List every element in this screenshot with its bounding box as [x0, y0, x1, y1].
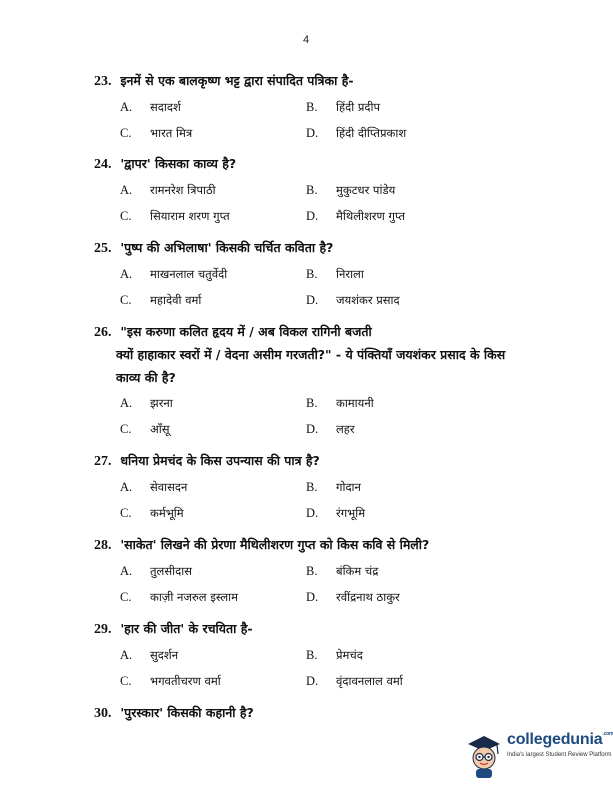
logo-tagline: India's largest Student Review Platform [507, 752, 612, 758]
question-text: 'पुष्प की अभिलाषा' किसकी चर्चित कविता है? [120, 240, 334, 255]
option-text: कर्मभूमि [150, 506, 184, 520]
question-text: 'साकेत' लिखने की प्रेरणा मैथिलीशरण गुप्त को किस कवि से मिली? [120, 537, 430, 552]
question-text-continued: काव्य की है? [116, 370, 176, 385]
option-letter: C. [120, 209, 132, 223]
option-letter: A. [120, 396, 133, 410]
option-d [306, 293, 400, 308]
option-text: वृंदावनलाल वर्मा [336, 674, 403, 688]
option-text: आँसू [150, 422, 170, 436]
question-line [94, 155, 236, 173]
option-letter: A. [120, 648, 133, 662]
option-text: मुकुटधर पांडेय [336, 183, 396, 197]
page-number: 4 [302, 34, 310, 46]
option-text: सेवासदन [150, 480, 188, 494]
option-c [120, 126, 192, 141]
option-letter: C. [120, 506, 132, 520]
option-d [306, 209, 405, 224]
question-text: धनिया प्रेमचंद के किस उपन्यास की पात्र है? [120, 453, 320, 468]
question-number: 27. [94, 454, 112, 469]
option-letter: D. [306, 422, 319, 436]
option-b [306, 100, 380, 115]
question-number: 28. [94, 538, 112, 553]
option-d [306, 422, 355, 437]
question-number: 23. [94, 74, 112, 89]
option-text: प्रेमचंद [336, 648, 363, 662]
option-letter: B. [306, 100, 318, 114]
option-letter: B. [306, 480, 318, 494]
option-text: कामायनी [336, 396, 374, 410]
option-text: रवींद्रनाथ ठाकुर [336, 590, 400, 604]
question-text: इनमें से एक बालकृष्ण भट्ट द्वारा संपादित पत्रिका है- [120, 73, 354, 88]
option-letter: D. [306, 209, 319, 223]
option-letter: B. [306, 396, 318, 410]
logo-name: collegedunia [507, 731, 603, 748]
option-a [120, 648, 178, 663]
option-c [120, 422, 170, 437]
question-text-continued: क्यों हाहाकार स्वरों में / वेदना असीम गरजती?" - ये पंक्तियाँ जयशंकर प्रसाद के किस [116, 347, 506, 362]
option-b [306, 267, 364, 282]
question-line [94, 620, 253, 638]
option-text: भगवतीचरण वर्मा [150, 674, 221, 688]
option-text: रामनरेश त्रिपाठी [150, 183, 216, 197]
option-letter: C. [120, 126, 132, 140]
logo-dot-com: .com [602, 731, 613, 737]
question-line [94, 72, 354, 90]
option-a [120, 100, 181, 115]
collegedunia-logo [462, 722, 613, 782]
option-letter: A. [120, 267, 133, 281]
question-line [94, 452, 320, 470]
question-text: 'पुरस्कार' किसकी कहानी है? [120, 705, 254, 720]
option-text: हिंदी दीप्तिप्रकाश [336, 126, 407, 140]
option-text: माखनलाल चतुर्वेदी [150, 267, 228, 281]
option-a [120, 564, 192, 579]
option-text: सुदर्शन [150, 648, 179, 662]
option-b [306, 564, 378, 579]
option-letter: B. [306, 183, 318, 197]
option-text: भारत मित्र [150, 126, 193, 140]
option-d [306, 506, 365, 521]
option-letter: B. [306, 267, 318, 281]
option-letter: D. [306, 590, 319, 604]
option-text: सदादर्श [150, 100, 181, 114]
mascot-icon [462, 724, 506, 780]
option-letter: B. [306, 648, 318, 662]
option-letter: A. [120, 183, 133, 197]
option-d [306, 590, 400, 605]
option-a [120, 183, 216, 198]
option-c [120, 674, 221, 689]
option-text: हिंदी प्रदीप [336, 100, 380, 114]
option-text: सियाराम शरण गुप्त [150, 209, 230, 223]
question-line [94, 239, 333, 257]
option-text: लहर [336, 422, 355, 436]
option-text: गोदान [336, 480, 361, 494]
option-c [120, 506, 184, 521]
option-text: काज़ी नजरुल इस्लाम [150, 590, 238, 604]
option-text: झरना [150, 396, 173, 410]
option-letter: D. [306, 674, 319, 688]
option-text: महादेवी वर्मा [150, 293, 202, 307]
option-letter: D. [306, 506, 319, 520]
option-letter: C. [120, 293, 132, 307]
option-text: जयशंकर प्रसाद [336, 293, 400, 307]
option-c [120, 209, 230, 224]
option-text: रंगभूमि [336, 506, 366, 520]
option-a [120, 480, 187, 495]
option-letter: B. [306, 564, 318, 578]
question-number: 30. [94, 706, 112, 721]
option-c [120, 293, 201, 308]
option-text: निराला [336, 267, 364, 281]
question-number: 29. [94, 622, 112, 637]
question-number: 25. [94, 241, 112, 256]
option-b [306, 648, 363, 663]
option-a [120, 396, 173, 411]
question-line [94, 704, 254, 722]
option-d [306, 126, 406, 141]
option-letter: C. [120, 590, 132, 604]
option-letter: A. [120, 564, 133, 578]
option-letter: C. [120, 674, 132, 688]
option-b [306, 396, 374, 411]
question-number: 24. [94, 157, 112, 172]
option-letter: D. [306, 126, 319, 140]
option-text: बंकिम चंद्र [336, 564, 379, 578]
option-text: मैथिलीशरण गुप्त [336, 209, 406, 223]
question-number: 26. [94, 325, 112, 340]
logo-wordmark [507, 731, 613, 749]
option-c [120, 590, 238, 605]
option-letter: A. [120, 480, 133, 494]
option-letter: D. [306, 293, 319, 307]
option-b [306, 480, 361, 495]
option-a [120, 267, 227, 282]
option-letter: A. [120, 100, 133, 114]
option-b [306, 183, 395, 198]
option-text: तुलसीदास [150, 564, 192, 578]
question-text: 'द्वापर' किसका काव्य है? [120, 156, 237, 171]
question-text: 'हार की जीत' के रचयिता है- [120, 621, 253, 636]
question-line [94, 536, 429, 554]
question-text: "इस करुणा कलित हृदय में / अब विकल रागिनी बजती [120, 324, 372, 339]
option-letter: C. [120, 422, 132, 436]
question-line [94, 323, 372, 341]
option-d [306, 674, 403, 689]
